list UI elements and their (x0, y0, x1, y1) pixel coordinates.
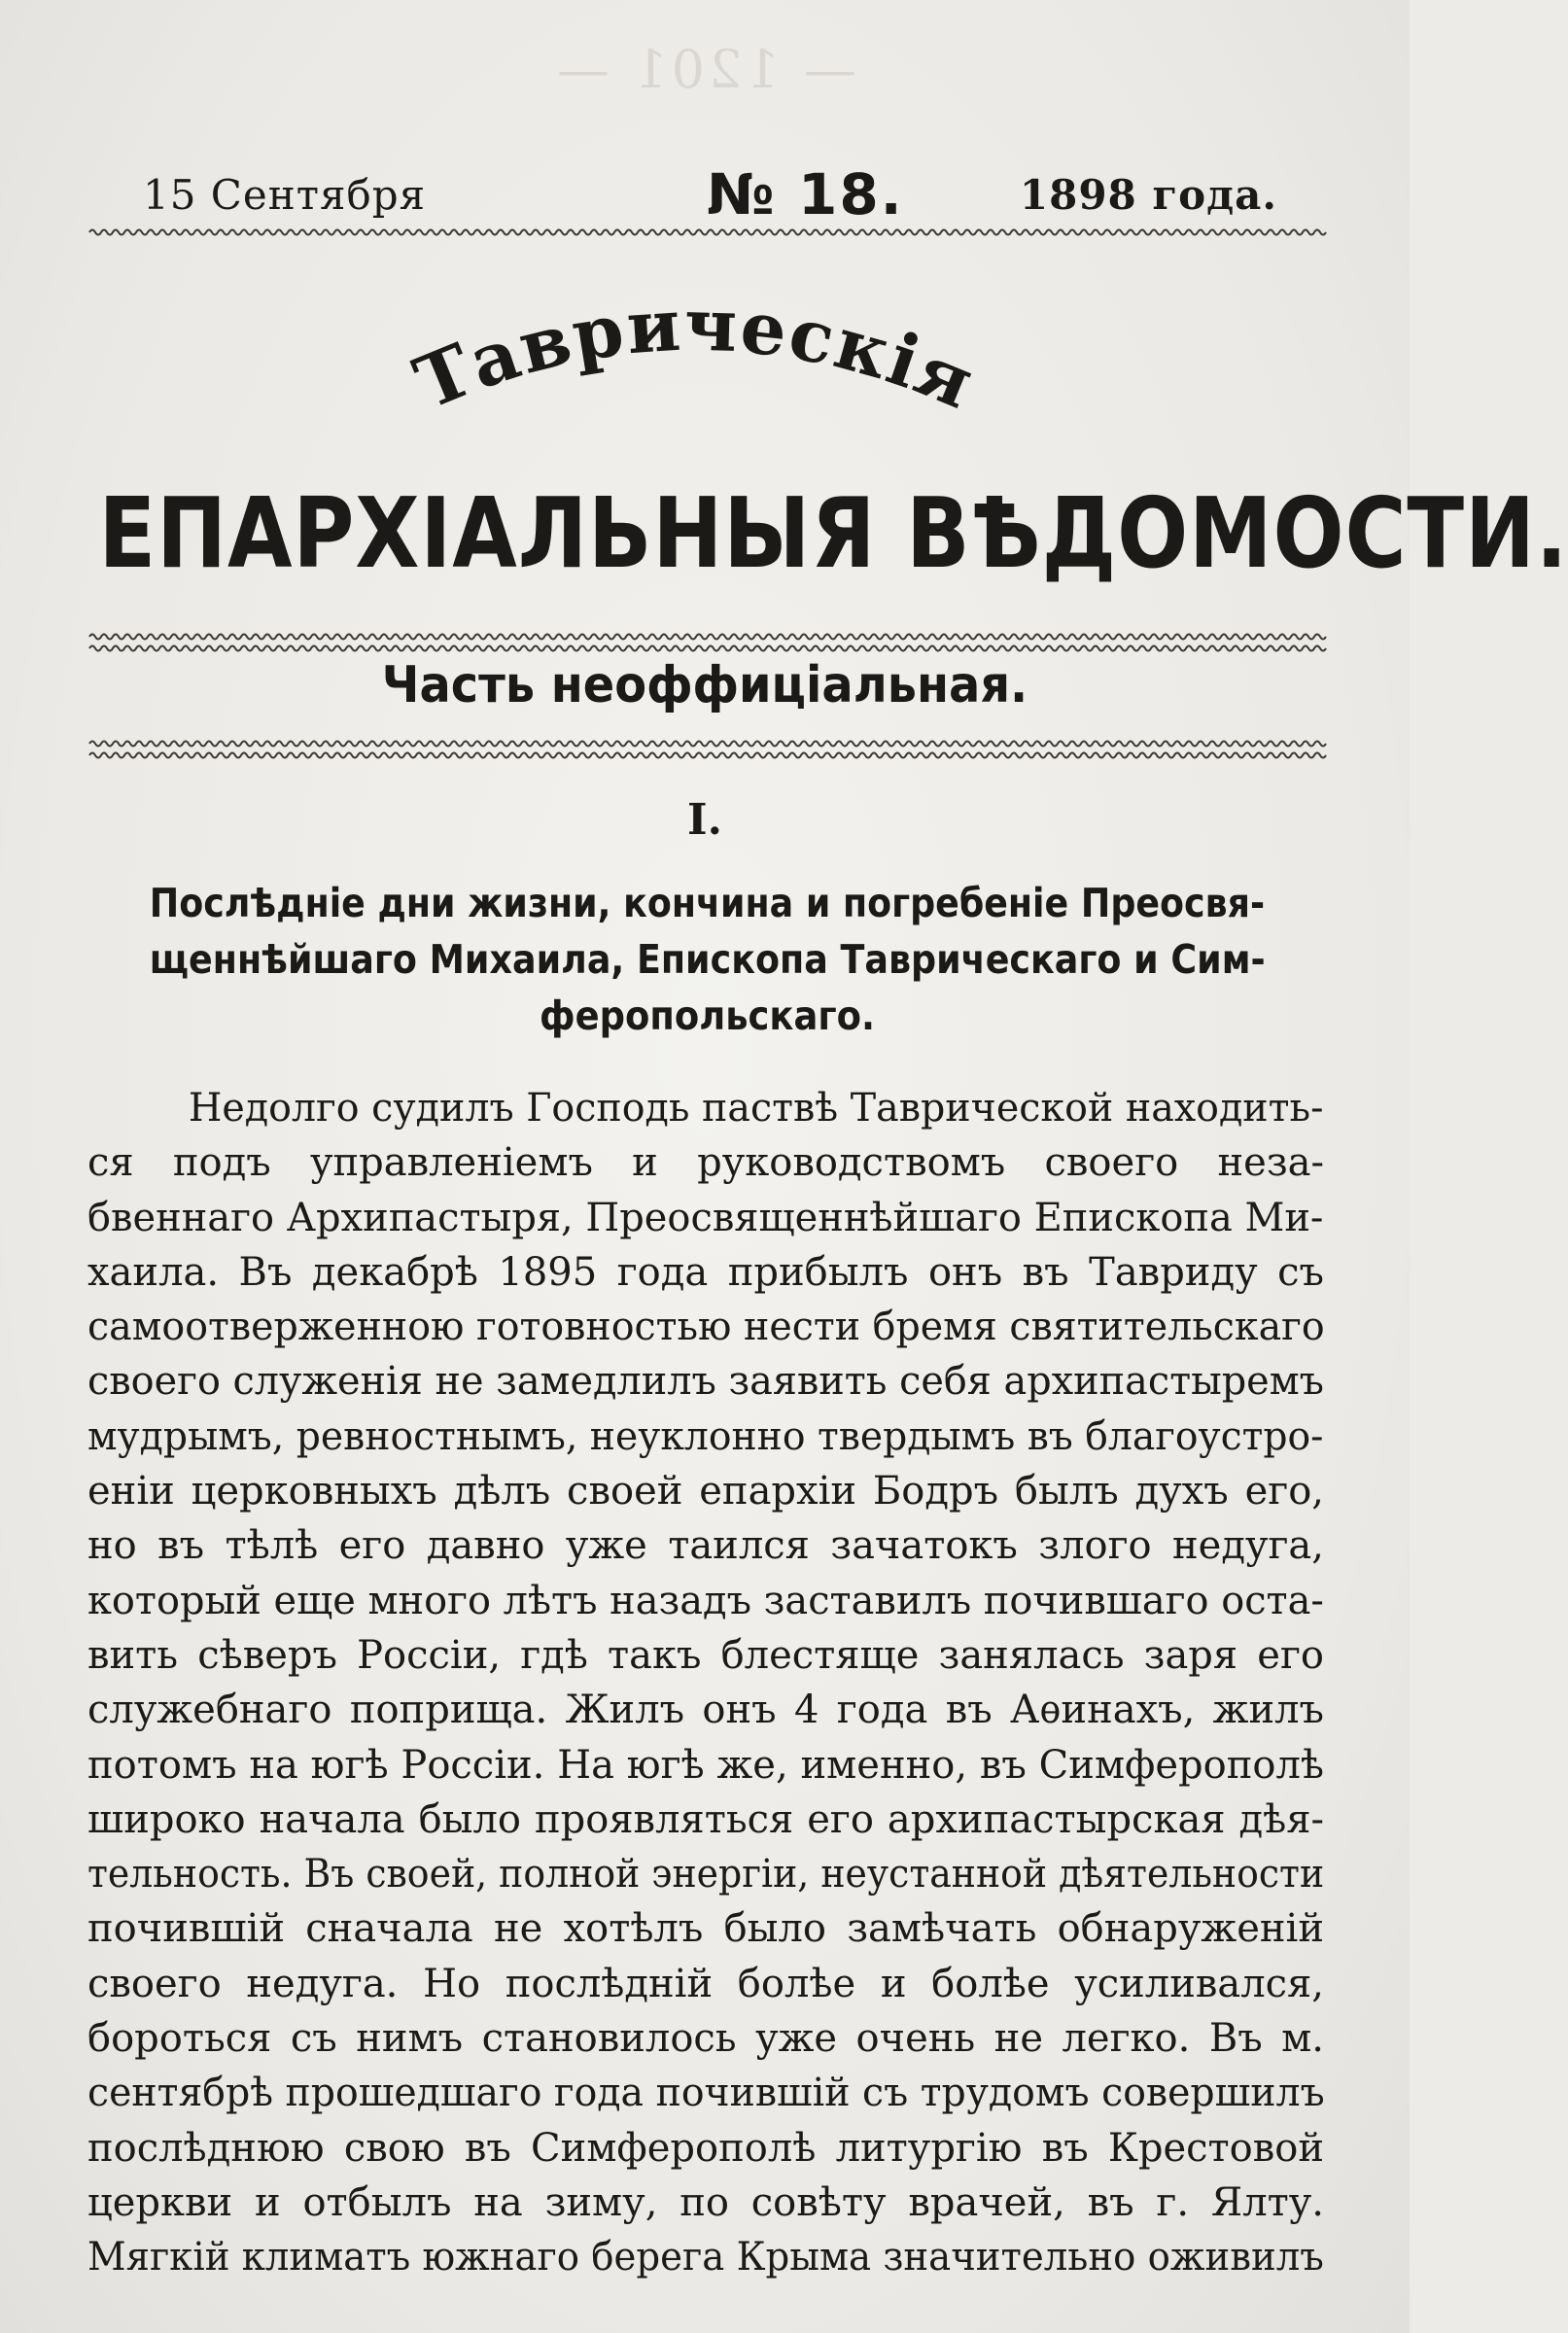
body-line: Недолго судилъ Господь паствѣ Таврической находить- (188, 1086, 1324, 1131)
wavy-rule-top (89, 226, 1324, 239)
arched-title (345, 283, 1045, 452)
issue-number: № 18. (707, 161, 904, 227)
body-line: но въ тѣлѣ его давно уже таился зачатокъ злого недуга, (87, 1523, 1324, 1569)
body-line: Мягкій климатъ южнаго берега Крыма значительно оживилъ (87, 2235, 1324, 2281)
body-line: еніи церковныхъ дѣлъ своей епархіи Бодръ былъ духъ его, (87, 1469, 1324, 1515)
body-line: церкви и отбылъ на зиму, по совѣту врачей, въ г. Ялту. (87, 2179, 1324, 2225)
body-line: потомъ на югѣ Россіи. На югѣ же, именно, въ Симферополѣ (87, 1742, 1324, 1788)
body-line: сентябрѣ прошедшаго года почившій съ трудомъ совершилъ (87, 2071, 1325, 2116)
issue-header (89, 161, 1316, 227)
article-title-line: Послѣдніе дни жизни, кончина и погребеніе Преосвя- (149, 880, 1266, 926)
body-line: мудрымъ, ревностнымъ, неуклонно твердымъ въ благоустро- (87, 1413, 1324, 1459)
wavy-rule-masthead-2 (89, 642, 1324, 655)
body-line: почившій сначала не хотѣлъ было замѣчать обнаруженій (87, 1906, 1324, 1952)
body-line: хаила. Въ декабрѣ 1895 года прибылъ онъ въ Тавриду съ (87, 1249, 1324, 1295)
masthead-title: ЕПАРХІАЛЬНЫЯ ВѢДОМОСТИ. (98, 476, 1568, 590)
body-line: бороться съ нимъ становилось уже очень не легко. Въ м. (87, 2016, 1324, 2062)
body-line: ся подъ управленіемъ и руководствомъ своего неза- (87, 1140, 1324, 1186)
section-number: I. (687, 795, 722, 845)
body-line: бвеннаго Архипастыря, Преосвященнѣйшаго Епископа Ми- (87, 1195, 1324, 1240)
bleed-through-page-number: — 1201 — (553, 39, 856, 100)
body-line: своего недуга. Но послѣдній болѣе и болѣе усиливался, (87, 1961, 1324, 2006)
section-title: Часть неоффиціальная. (381, 656, 1028, 714)
body-line: вить сѣверъ Россіи, гдѣ такъ блестяще занялась заря его (87, 1632, 1324, 1678)
body-line: своего служенія не замедлилъ заявить себя архипастыремъ (87, 1359, 1324, 1405)
body-line: служебнаго поприща. Жилъ онъ 4 года въ Аѳинахъ, жилъ (87, 1688, 1324, 1733)
article-title-line: феропольскаго. (539, 992, 876, 1039)
issue-year: 1898 года. (1019, 171, 1277, 219)
body-line: тельность. Въ своей, полной энергіи, неустанной дѣятельности (87, 1852, 1325, 1898)
arched-title-text: Таврическія (403, 283, 987, 427)
body-line: который еще много лѣтъ назадъ заставилъ почившаго оста- (87, 1578, 1324, 1623)
article-title (150, 875, 1266, 1044)
article-title-line: щеннѣйшаго Михаила, Епископа Таврическаго и Сим- (149, 936, 1266, 983)
body-line: широко начала было проявляться его архипастырская дѣя- (87, 1796, 1324, 1842)
body-line: послѣднюю свою въ Симферополѣ литургію въ Крестовой (87, 2125, 1324, 2171)
wavy-rule-section-2 (89, 749, 1324, 762)
issue-date: 15 Сентября (143, 171, 427, 219)
body-line: самоотверженною готовностью нести бремя святительскаго (87, 1305, 1325, 1350)
svg-text:Таврическія (403, 283, 986, 426)
article-body (87, 1081, 1324, 2285)
